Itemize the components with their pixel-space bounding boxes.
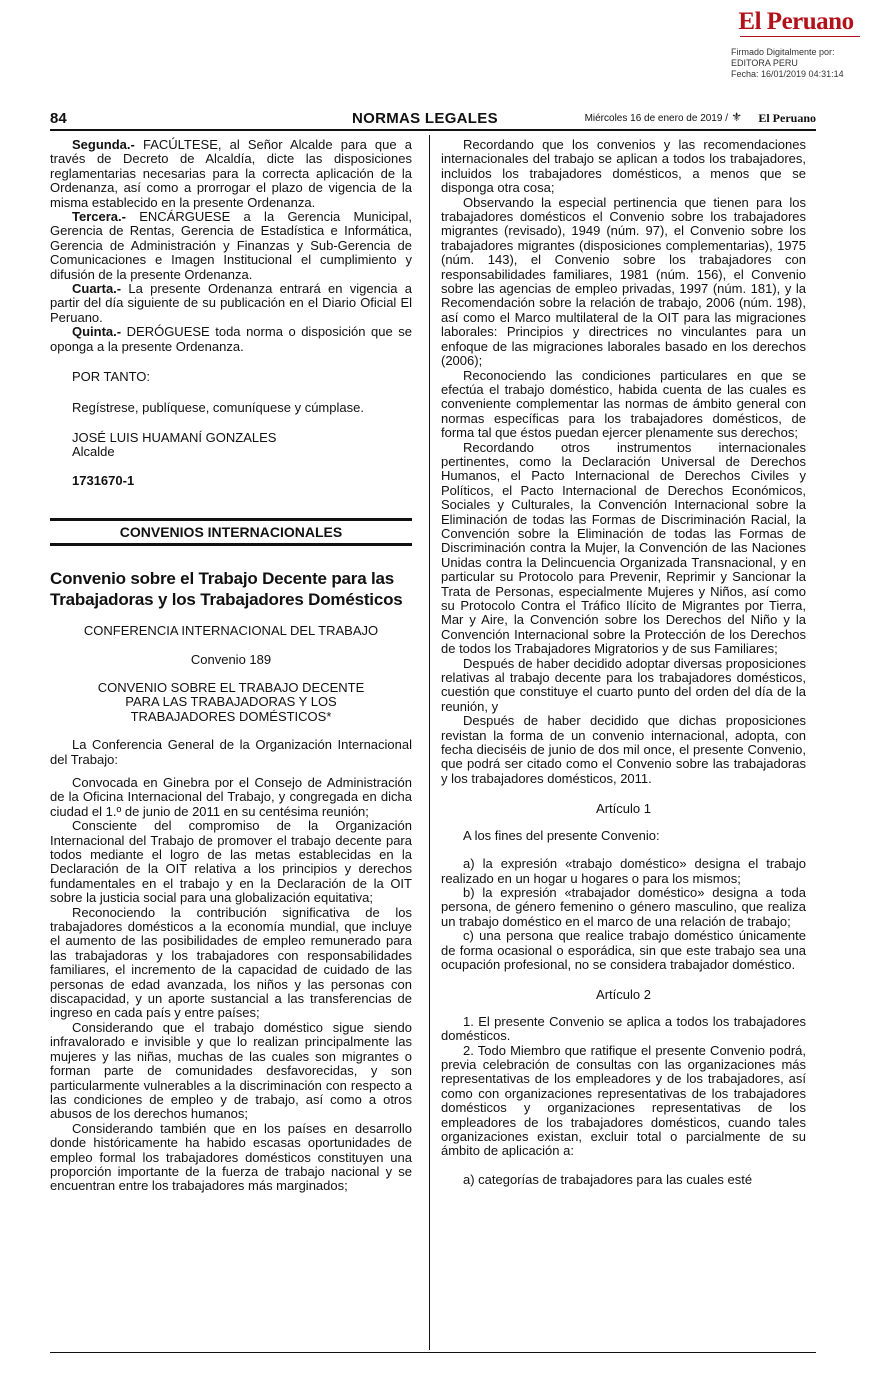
section-bar: CONVENIOS INTERNACIONALES: [50, 518, 412, 546]
signature-line: Firmado Digitalmente por:: [731, 47, 835, 57]
por-tanto: POR TANTO:: [72, 369, 151, 385]
paragraph: c) una persona que realice trabajo doméstico únicamente de forma ocasional o esporádica, sin que este trabajo sea una ocupación profesional, no se considera trabajador doméstico.: [441, 928, 806, 972]
article-heading: Artículo 1: [596, 801, 651, 817]
paragraph: Observando la especial pertinencia que tienen para los trabajadores domésticos el Convenio sobre los trabajadores migrantes (revisado), 1949 (núm. 97), el Convenio sobre los trabajadores migrantes (disposiciones complementarias), 1975 (núm. 143), el Convenio sobre los trabajadores con responsabilidades familiares, 1981 (núm. 156), el Convenio sobre las agencias de empleo privadas, 1997 (núm. 181), y la Recomendación sobre la relación de trabajo, 2006 (núm. 198), así como el Marco multilateral de la OIT para las migraciones laborales: Principios y directrices no vinculantes para un enfoque de las migraciones laborales basado en los derechos (2006);: [441, 194, 806, 369]
page-number: 84: [50, 110, 67, 127]
paragraph: b) la expresión «trabajador doméstico» designa a toda persona, de género femenino o género masculino, que realiza un trabajo doméstico en el marco de una relación de trabajo;: [441, 884, 806, 929]
paragraph: Reconociendo la contribución significativa de los trabajadores domésticos a la economía mundial, que incluye el aumento de las posibilidades de empleo remunerado para las trabajadoras y los trabajadores con responsabilidades familiares, el incremento de la capacidad de cuidado de las personas de edad avanzada, los niños y las personas con discapacidad, y un aporte sustancial a las transferencias de ingreso en cada país y entre países;: [50, 904, 412, 1021]
convention-number: Convenio 189: [190, 651, 272, 667]
paragraph: [50, 282, 412, 325]
header-date: Miércoles 16 de enero de 2019 /: [584, 113, 728, 124]
clause-lead: Tercera.-: [72, 209, 126, 225]
clause-text: La presente Ordenanza entrará en vigencia a partir del día siguiente de su publicación en el Diario Oficial El Peruano.: [50, 281, 412, 325]
paragraph: [50, 325, 412, 354]
convention-title: TRABAJADORES DOMÉSTICOS*: [130, 708, 332, 724]
paragraph: Considerando también que en los países en desarrollo donde históricamente ha habido escasas oportunidades de empleo formal los trabajadores domésticos constituyen una proporción importante de la fuerza de trabajo nacional y se encuentran entre los trabajadores más marginados;: [50, 1120, 412, 1194]
document-title: Convenio sobre el Trabajo Decente para las Trabajadoras y los Trabajadores Domésticos: [50, 569, 403, 610]
page-header: [50, 110, 816, 128]
paragraph: La Conferencia General de la Organización Internacional del Trabajo:: [50, 737, 412, 767]
clause-text: DERÓGUESE toda norma o disposición que se oponga a la presente Ordenanza.: [50, 324, 412, 354]
clause-lead: Cuarta.-: [72, 281, 122, 297]
section-title: NORMAS LEGALES: [352, 110, 498, 127]
footer-rule: [50, 1352, 816, 1353]
convention-title: CONVENIO SOBRE EL TRABAJO DECENTE: [97, 679, 365, 695]
paragraph: Después de haber decidido adoptar diversas proposiciones relativas al trabajo decente para los trabajadores domésticos, cuestión que constituye el cuarto punto del orden del día de la reunión, y: [441, 655, 806, 714]
paragraph: [50, 210, 412, 282]
newspaper-logo: El Peruano: [738, 8, 854, 35]
header-brand: El Peruano: [758, 111, 816, 125]
clause-text: ENCÁRGUESE a la Gerencia Municipal, Gerencia de Rentas, Gerencia de Estadística e Informática, Gerencia de Administración y Finanzas y Sub-Gerencia de Comunicaciones e Imagen Institucional el cumplimiento y difusión de la presente Ordenanza.: [50, 209, 412, 282]
signer-name: JOSÉ LUIS HUAMANÍ GONZALES: [72, 429, 277, 445]
right-column: [441, 138, 806, 1187]
paragraph: 2. Todo Miembro que ratifique el presente Convenio podrá, previa celebración de consultas con las organizaciones más representativas de los empleadores y de los trabajadores, así como con organizaciones representativas de los trabajadores domésticos y organizaciones representativas de los empleadores de los trabajadores domésticos, cuando tales organizaciones existan, excluir total o parcialmente de su ámbito de aplicación a:: [441, 1042, 806, 1159]
left-column: [50, 138, 412, 1194]
paragraph: [50, 138, 412, 210]
paragraph: Después de haber decidido que dichas proposiciones revistan la forma de un convenio internacional, adopta, con fecha dieciséis de junio de dos mil once, el presente Convenio, que podrá ser citado como el Convenio sobre las trabajadoras y los trabajadores domésticos, 2011.: [441, 713, 806, 786]
paragraph: A los fines del presente Convenio:: [463, 827, 660, 843]
logo-underline: [740, 36, 860, 40]
convention-title: PARA LAS TRABAJADORAS Y LOS: [125, 694, 337, 710]
column-divider: [429, 135, 430, 1350]
signature-line: EDITORA PERU: [731, 58, 798, 68]
coat-of-arms-icon: ⚜: [731, 110, 742, 124]
signature-line: Fecha: 16/01/2019 04:31:14: [731, 69, 844, 79]
paragraph: Reconociendo las condiciones particulares en que se efectúa el trabajo doméstico, habida cuenta de las cuales es conveniente complementar las normas de ámbito general con normas específicas para los trabajadores domésticos, de forma tal que éstos puedan ejercer plenamente sus derechos;: [441, 367, 806, 441]
digital-signature: [731, 47, 844, 80]
paragraph: Recordando otros instrumentos internacionales pertinentes, como la Declaración Universal de Derechos Humanos, el Pacto Internacional de Derechos Civiles y Políticos, el Pacto Internacional de Derechos Económicos, Sociales y Culturales, la Convención Internacional sobre la Eliminación de todas las Formas de Discriminación Racial, la Convención sobre la Eliminación de todas las Formas de Discriminación contra la Mujer, la Convención de las Naciones Unidas contra la Delincuencia Organizada Transnacional, y en particular su Protocolo para Prevenir, Reprimir y Sancionar la Trata de Personas, especialmente Mujeres y Niños, así como su Protocolo Contra el Tráfico Ilícito de Migrantes por Tierra, Mar y Aire, la Convención sobre los Derechos del Niño y la Convención Internacional sobre la Protección de los Derechos de todos los Trabajadores Migratorios y de sus Familiares;: [441, 439, 806, 657]
paragraph: Convocada en Ginebra por el Consejo de Administración de la Oficina Internacional del Trabajo, y congregada en dicha ciudad el 1.º de junio de 2011 en su centésima reunión;: [50, 774, 412, 819]
clause-text: FACÚLTESE, al Señor Alcalde para que a través de Decreto de Alcaldía, dicte las disposiciones reglamentarias necesarias para la correcta aplicación de la Ordenanza, así como a prorrogar el plazo de vigencia de la misma establecido en la presente Ordenanza.: [50, 137, 412, 210]
paragraph: 1. El presente Convenio se aplica a todos los trabajadores domésticos.: [441, 1013, 806, 1044]
clause-lead: Quinta.-: [72, 324, 122, 340]
signer-role: Alcalde: [72, 444, 115, 460]
paragraph: a) la expresión «trabajo doméstico» designa el trabajo realizado en un hogar u hogares o para los mismos;: [441, 856, 806, 886]
paragraph: Recordando que los convenios y las recomendaciones internacionales del trabajo se aplican a todos los trabajadores, incluidos los trabajadores domésticos, a menos que se disponga otra cosa;: [441, 137, 806, 196]
header-rule: [50, 129, 816, 131]
registrese: Regístrese, publíquese, comuníquese y cúmplase.: [72, 399, 364, 415]
publication-code: 1731670-1: [72, 472, 135, 488]
conference-name: CONFERENCIA INTERNACIONAL DEL TRABAJO: [83, 623, 379, 639]
paragraph: a) categorías de trabajadores para las cuales esté: [463, 1171, 753, 1187]
clause-lead: Segunda.-: [72, 137, 135, 152]
paragraph: Considerando que el trabajo doméstico sigue siendo infravalorado e invisible y que lo realizan principalmente las mujeres y las niñas, muchas de las cuales son migrantes o forman parte de comunidades desfavorecidas, y son particularmente vulnerables a la discriminación con respecto a las condiciones de empleo y de trabajo, así como a otros abusos de los derechos humanos;: [50, 1019, 412, 1122]
article-heading: Artículo 2: [596, 987, 651, 1003]
paragraph: Consciente del compromiso de la Organización Internacional del Trabajo de promover el trabajo decente para todos mediante el logro de las metas establecidas en la Declaración de la OIT relativa a los principios y derechos fundamentales en el trabajo y en la Declaración de la OIT sobre la justicia social para una globalización equitativa;: [50, 818, 412, 906]
